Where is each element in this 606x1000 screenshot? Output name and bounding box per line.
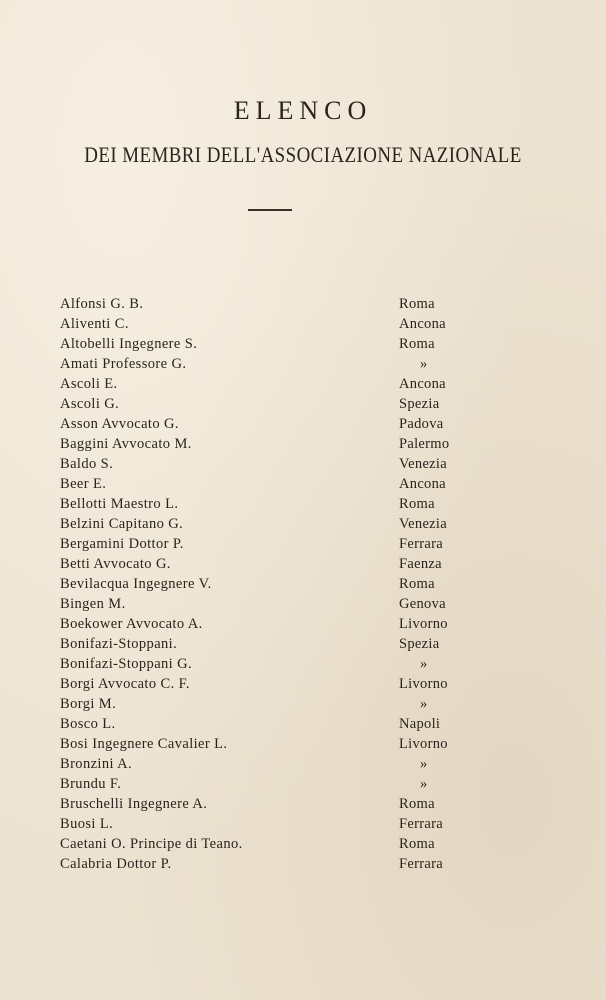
member-name: Bonifazi-Stoppani. bbox=[60, 636, 178, 652]
member-name: Borgi Avvocato C. F. bbox=[60, 676, 190, 692]
member-name: Belzini Capitano G. bbox=[60, 516, 184, 532]
member-row bbox=[0, 354, 606, 374]
member-name: Amati Professore G. bbox=[60, 356, 187, 372]
member-row bbox=[0, 554, 606, 574]
member-city: Livorno bbox=[399, 676, 448, 692]
member-city: Roma bbox=[399, 496, 435, 512]
member-name: Borgi M. bbox=[60, 696, 117, 712]
member-row bbox=[0, 834, 606, 854]
member-city: » bbox=[420, 756, 428, 772]
member-city: Padova bbox=[399, 416, 444, 432]
member-city: Roma bbox=[399, 576, 435, 592]
member-row bbox=[0, 634, 606, 654]
member-name: Asson Avvocato G. bbox=[60, 416, 179, 432]
member-name: Beer E. bbox=[60, 476, 107, 492]
member-list bbox=[0, 294, 606, 874]
member-city: Venezia bbox=[399, 456, 447, 472]
member-name: Aliventi C. bbox=[60, 316, 129, 332]
member-city: Spezia bbox=[399, 636, 440, 652]
page-title: ELENCO bbox=[233, 96, 373, 125]
member-row bbox=[0, 614, 606, 634]
member-row bbox=[0, 534, 606, 554]
member-name: Calabria Dottor P. bbox=[60, 856, 172, 872]
member-row bbox=[0, 454, 606, 474]
member-row bbox=[0, 514, 606, 534]
page-subtitle: DEI MEMBRI DELL'ASSOCIAZIONE NAZIONALE bbox=[84, 142, 522, 167]
member-city: Ancona bbox=[399, 376, 446, 392]
member-name: Alfonsi G. B. bbox=[60, 296, 144, 312]
member-city: » bbox=[420, 356, 428, 372]
member-name: Ascoli G. bbox=[60, 396, 120, 412]
member-row bbox=[0, 394, 606, 414]
member-city: Livorno bbox=[399, 616, 448, 632]
member-city: Palermo bbox=[399, 436, 450, 452]
member-city: » bbox=[420, 696, 428, 712]
member-name: Bronzini A. bbox=[60, 756, 133, 772]
member-row bbox=[0, 374, 606, 394]
member-row bbox=[0, 474, 606, 494]
member-row bbox=[0, 754, 606, 774]
member-row bbox=[0, 434, 606, 454]
member-name: Bingen M. bbox=[60, 596, 126, 612]
member-name: Bellotti Maestro L. bbox=[60, 496, 179, 512]
member-name: Baldo S. bbox=[60, 456, 114, 472]
member-row bbox=[0, 734, 606, 754]
member-city: Ancona bbox=[399, 316, 446, 332]
member-row bbox=[0, 814, 606, 834]
member-row bbox=[0, 414, 606, 434]
member-row bbox=[0, 794, 606, 814]
member-name: Bevilacqua Ingegnere V. bbox=[60, 576, 212, 592]
member-city: Roma bbox=[399, 336, 435, 352]
member-city: Ferrara bbox=[399, 856, 443, 872]
member-row bbox=[0, 594, 606, 614]
member-name: Bonifazi-Stoppani G. bbox=[60, 656, 193, 672]
member-name: Betti Avvocato G. bbox=[60, 556, 171, 572]
member-name: Ascoli E. bbox=[60, 376, 118, 392]
member-name: Brundu F. bbox=[60, 776, 122, 792]
member-name: Buosi L. bbox=[60, 816, 114, 832]
member-name: Bruschelli Ingegnere A. bbox=[60, 796, 208, 812]
member-city: Spezia bbox=[399, 396, 440, 412]
member-name: Bosi Ingegnere Cavalier L. bbox=[60, 736, 228, 752]
member-name: Boekower Avvocato A. bbox=[60, 616, 203, 632]
member-city: » bbox=[420, 776, 428, 792]
member-row bbox=[0, 694, 606, 714]
member-name: Caetani O. Principe di Teano. bbox=[60, 836, 243, 852]
member-city: Roma bbox=[399, 836, 435, 852]
member-city: Ferrara bbox=[399, 816, 443, 832]
member-city: Genova bbox=[399, 596, 446, 612]
member-row bbox=[0, 314, 606, 334]
member-row bbox=[0, 854, 606, 874]
member-name: Bosco L. bbox=[60, 716, 116, 732]
member-city: Ferrara bbox=[399, 536, 443, 552]
member-city: » bbox=[420, 656, 428, 672]
member-city: Venezia bbox=[399, 516, 447, 532]
member-row bbox=[0, 574, 606, 594]
member-city: Ancona bbox=[399, 476, 446, 492]
member-row bbox=[0, 654, 606, 674]
member-name: Bergamini Dottor P. bbox=[60, 536, 184, 552]
member-city: Napoli bbox=[399, 716, 441, 732]
member-row bbox=[0, 714, 606, 734]
member-row bbox=[0, 294, 606, 314]
title-divider bbox=[248, 209, 292, 211]
member-city: Faenza bbox=[399, 556, 442, 572]
member-name: Baggini Avvocato M. bbox=[60, 436, 192, 452]
member-city: Roma bbox=[399, 796, 435, 812]
member-row bbox=[0, 674, 606, 694]
member-city: Roma bbox=[399, 296, 435, 312]
member-city: Livorno bbox=[399, 736, 448, 752]
member-row bbox=[0, 334, 606, 354]
member-row bbox=[0, 494, 606, 514]
member-row bbox=[0, 774, 606, 794]
member-name: Altobelli Ingegnere S. bbox=[60, 336, 198, 352]
